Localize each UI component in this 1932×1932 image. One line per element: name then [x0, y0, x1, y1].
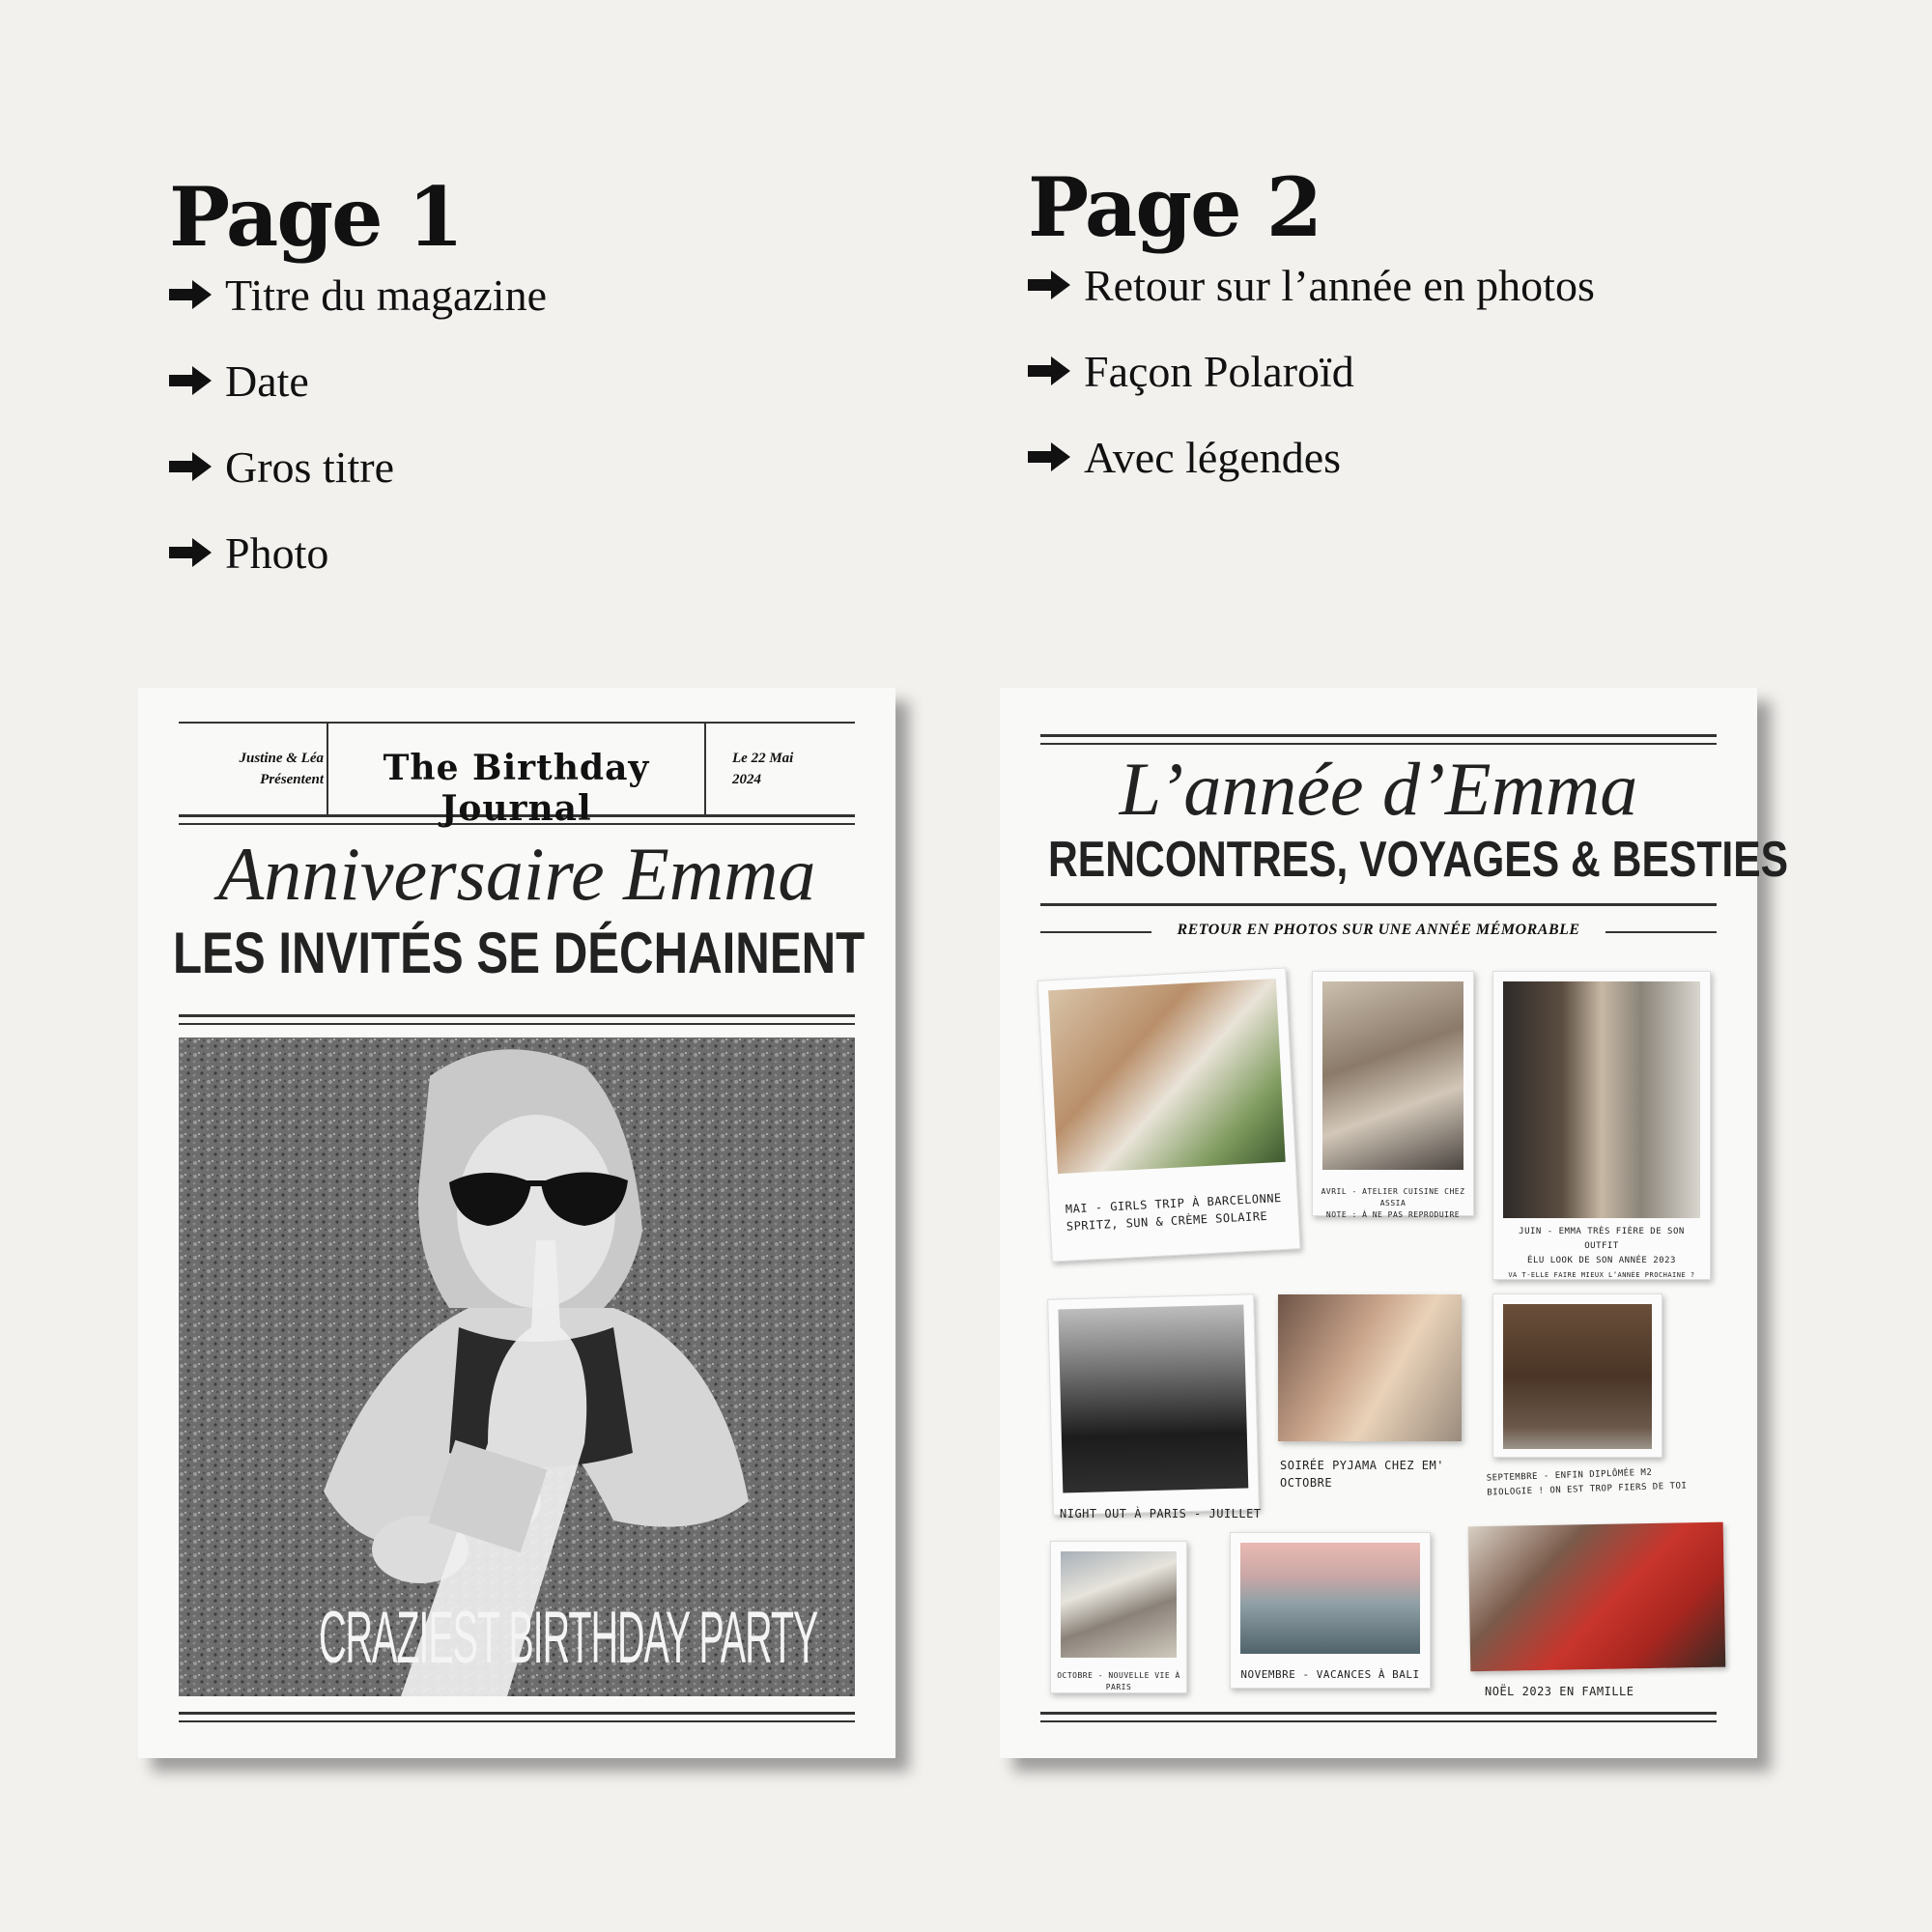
photo-caption [1236, 1666, 1424, 1684]
photo-graduation [1503, 1304, 1652, 1449]
photo-night-out [1058, 1305, 1248, 1493]
photo-bali [1240, 1543, 1420, 1654]
presenter-label: Présentent [260, 772, 324, 787]
page2-list-title: Page 2 [1028, 159, 1321, 255]
caption-line: MAI - GIRLS TRIP À BARCELONNE [1065, 1191, 1283, 1216]
presenter-names: Justine & Léa [239, 751, 324, 766]
arrow-right-icon [169, 538, 212, 567]
list-item-label: Photo [225, 527, 329, 578]
cover-page [138, 688, 895, 1758]
list-item [169, 267, 547, 323]
list-item [169, 439, 547, 495]
photo-caption [1057, 1670, 1180, 1693]
list-item [1028, 257, 1595, 313]
photo-caption [1280, 1457, 1444, 1492]
issue-date [732, 748, 793, 790]
photo-caption [1060, 1505, 1262, 1522]
photo-caption [1065, 1189, 1283, 1236]
polaroid-night-out [1047, 1293, 1260, 1516]
caption-line: SPRITZ, SUN & CRÈME SOLAIRE [1065, 1208, 1268, 1234]
presenter-block [188, 748, 324, 790]
arrow-right-icon [169, 366, 212, 395]
caption-line: AVRIL - ATELIER CUISINE CHEZ ASSIA [1321, 1187, 1465, 1208]
recap-subtitle: RETOUR EN PHOTOS SUR UNE ANNÉE MÉMORABLE [1177, 922, 1580, 938]
list-item [1028, 429, 1595, 485]
polaroid-graduation [1492, 1293, 1662, 1458]
page1-list-title: Page 1 [169, 169, 463, 265]
issue-date-day: Le 22 Mai [732, 751, 794, 766]
polaroid-paris [1050, 1541, 1187, 1693]
list-item [169, 353, 547, 409]
photo-barcelona [1048, 979, 1286, 1174]
journal-title: The Birthday Journal [383, 748, 650, 829]
recap-script-title: L’année d’Emma [1119, 747, 1638, 831]
polaroid-barcelona [1037, 967, 1301, 1262]
recap-page [1000, 688, 1789, 1758]
polaroid-outfit [1492, 971, 1711, 1280]
photo-caption [1319, 1186, 1467, 1221]
caption-line: BIOLOGIE ! ON EST TROP FIERS DE TOI [1487, 1481, 1688, 1498]
list-item-label: Avec légendes [1084, 432, 1342, 482]
issue-date-year: 2024 [732, 772, 761, 787]
caption-line: OCTOBRE [1280, 1476, 1333, 1490]
list-item-label: Titre du magazine [225, 270, 548, 320]
caption-line: SOIRÉE PYJAMA CHEZ EM' [1280, 1459, 1444, 1472]
photo-caption [1501, 1225, 1702, 1283]
photo-outfit [1503, 981, 1700, 1218]
caption-line: NOVEMBRE - VACANCES À BALI [1240, 1668, 1420, 1681]
caption-line: VA T-ELLE FAIRE MIEUX L’ANNÉE PROCHAINE ? [1508, 1271, 1695, 1279]
photo-paris [1061, 1551, 1177, 1658]
list-item-label: Façon Polaroïd [1084, 346, 1354, 396]
arrow-right-icon [169, 280, 212, 309]
caption-line: ÉLU LOOK DE SON ANNÉE 2023 [1527, 1256, 1676, 1265]
photo-cooking [1322, 981, 1463, 1170]
cover-photo-overlay: CRAZIEST BIRTHDAY PARTY [319, 1597, 818, 1679]
page2-feature-list [1028, 159, 1595, 485]
caption-line: OCTOBRE - NOUVELLE VIE À PARIS [1057, 1671, 1180, 1691]
cover-headline: LES INVITÉS SE DÉCHAINENT [173, 921, 866, 985]
list-item-label: Gros titre [225, 441, 395, 492]
cover-script-title: Anniversaire Emma [217, 832, 816, 916]
caption-line: NOËL 2023 EN FAMILLE [1485, 1685, 1634, 1698]
caption-line: NIGHT OUT À PARIS - JUILLET [1060, 1507, 1262, 1520]
arrow-right-icon [1028, 356, 1070, 385]
arrow-right-icon [169, 452, 212, 481]
arrow-right-icon [1028, 270, 1070, 299]
arrow-right-icon [1028, 442, 1070, 471]
photo-caption [1485, 1683, 1634, 1700]
list-item-label: Retour sur l’année en photos [1084, 260, 1595, 310]
list-item-label: Date [225, 355, 309, 406]
caption-line: JUIN - EMMA TRÈS FIÈRE DE SON OUTFIT [1519, 1227, 1685, 1251]
photo-christmas [1468, 1522, 1726, 1672]
polaroid-cooking [1312, 971, 1474, 1219]
photo-caption [1487, 1464, 1688, 1500]
photo-pyjama [1278, 1294, 1462, 1441]
caption-line: NOTE : À NE PAS REPRODUIRE [1325, 1210, 1461, 1219]
cover-photo [179, 1037, 855, 1696]
page1-feature-list [169, 169, 547, 581]
caption-line: SEPTEMBRE - ENFIN DIPLÔMÉE M2 [1486, 1467, 1653, 1484]
polaroid-bali [1230, 1532, 1431, 1689]
recap-headline: RENCONTRES, VOYAGES & BESTIES [1048, 832, 1789, 888]
list-item [169, 525, 547, 581]
list-item [1028, 343, 1595, 399]
